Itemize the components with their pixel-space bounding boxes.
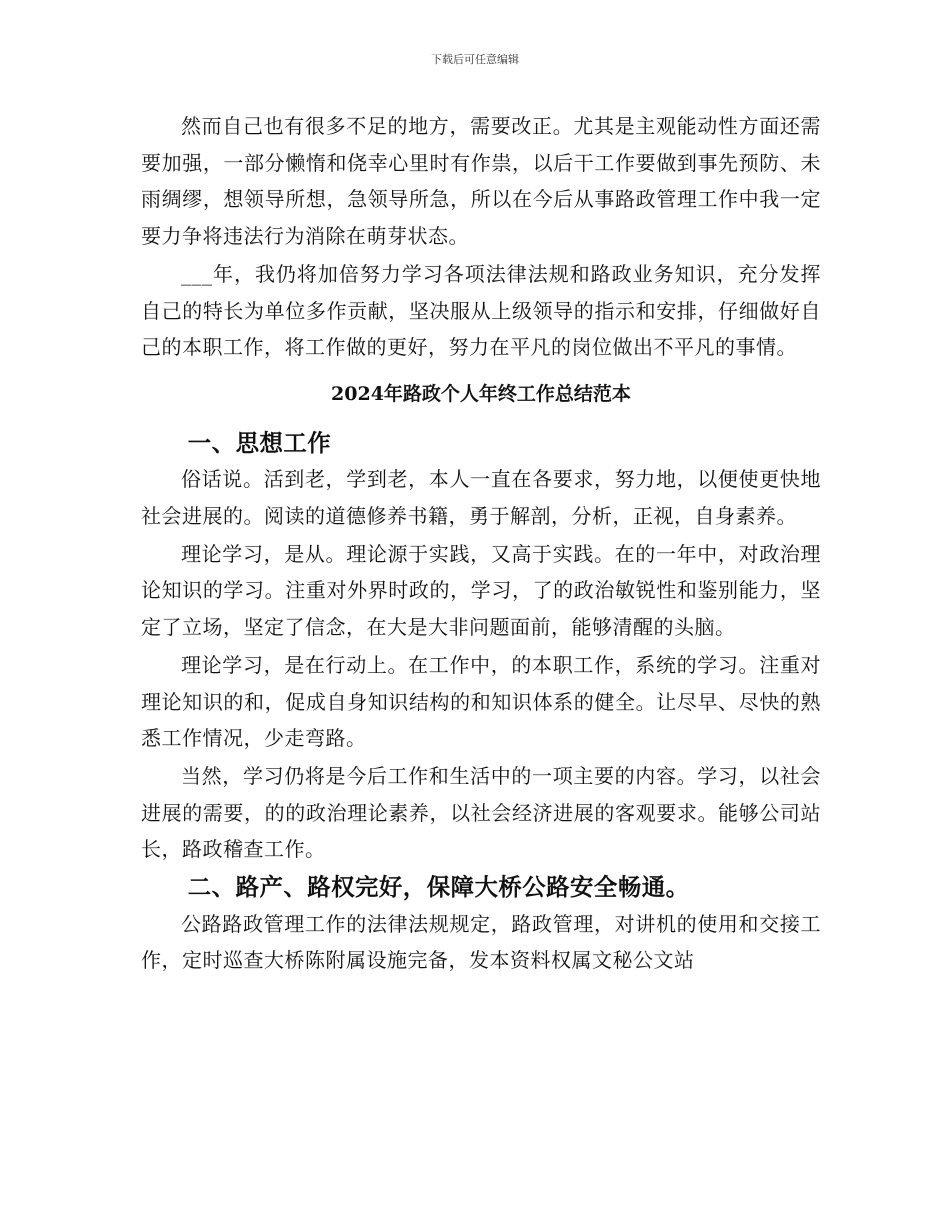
paragraph: 当然，学习仍将是今后工作和生活中的一项主要的内容。学习，以社会进展的需要，的的政治理论素养，以社会经济进展的客观要求。能够公司站长，路政稽查工作。 <box>141 763 821 862</box>
paragraph: ___年，我仍将加倍努力学习各项法律法规和路政业务知识，充分发挥自己的特长为单位多作贡献，坚决服从上级领导的指示和安排，仔细做好自己的本职工作，将工作做的更好，努力在平凡的岗位做出不平凡的事情。 <box>141 261 821 360</box>
document-body <box>141 108 821 980</box>
section-heading: 一、思想工作 <box>187 428 332 457</box>
paragraph: 理论学习，是从。理论源于实践，又高于实践。在的一年中，对政治理论知识的学习。注重对外界时政的，学习，了的政治敏锐性和鉴别能力，坚定了立场，坚定了信念，在大是大非问题面前，能够清醒的头脑。 <box>141 541 821 640</box>
section-heading: 二、路产、路权完好，保障大桥公路安全畅通。 <box>187 873 690 902</box>
paragraph: 然而自己也有很多不足的地方，需要改正。尤其是主观能动性方面还需要加强，一部分懒惰和侥幸心里时有作祟，以后干工作要做到事先预防、未雨绸缪，想领导所想，急领导所急，所以在今后从事路政管理工作中我一定要力争将违法行为消除在萌芽状态。 <box>141 114 821 249</box>
document-title: 2024年路政个人年终工作总结范本 <box>331 382 631 405</box>
page-header: 下载后可任意编辑 <box>431 53 519 66</box>
paragraph: 俗话说。活到老，学到老，本人一直在各要求，努力地，以便使更快地社会进展的。阅读的道德修养书籍，勇于解剖，分析，正视，自身素养。 <box>141 467 821 529</box>
paragraph: 公路路政管理工作的法律法规规定，路政管理，对讲机的使用和交接工作，定时巡查大桥陈附属设施完备，发本资料权属文秘公文站 <box>141 911 821 973</box>
paragraph: 理论学习，是在行动上。在工作中，的本职工作，系统的学习。注重对理论知识的和，促成自身知识结构的和知识体系的健全。让尽早、尽快的熟悉工作情况，少走弯路。 <box>141 652 821 751</box>
